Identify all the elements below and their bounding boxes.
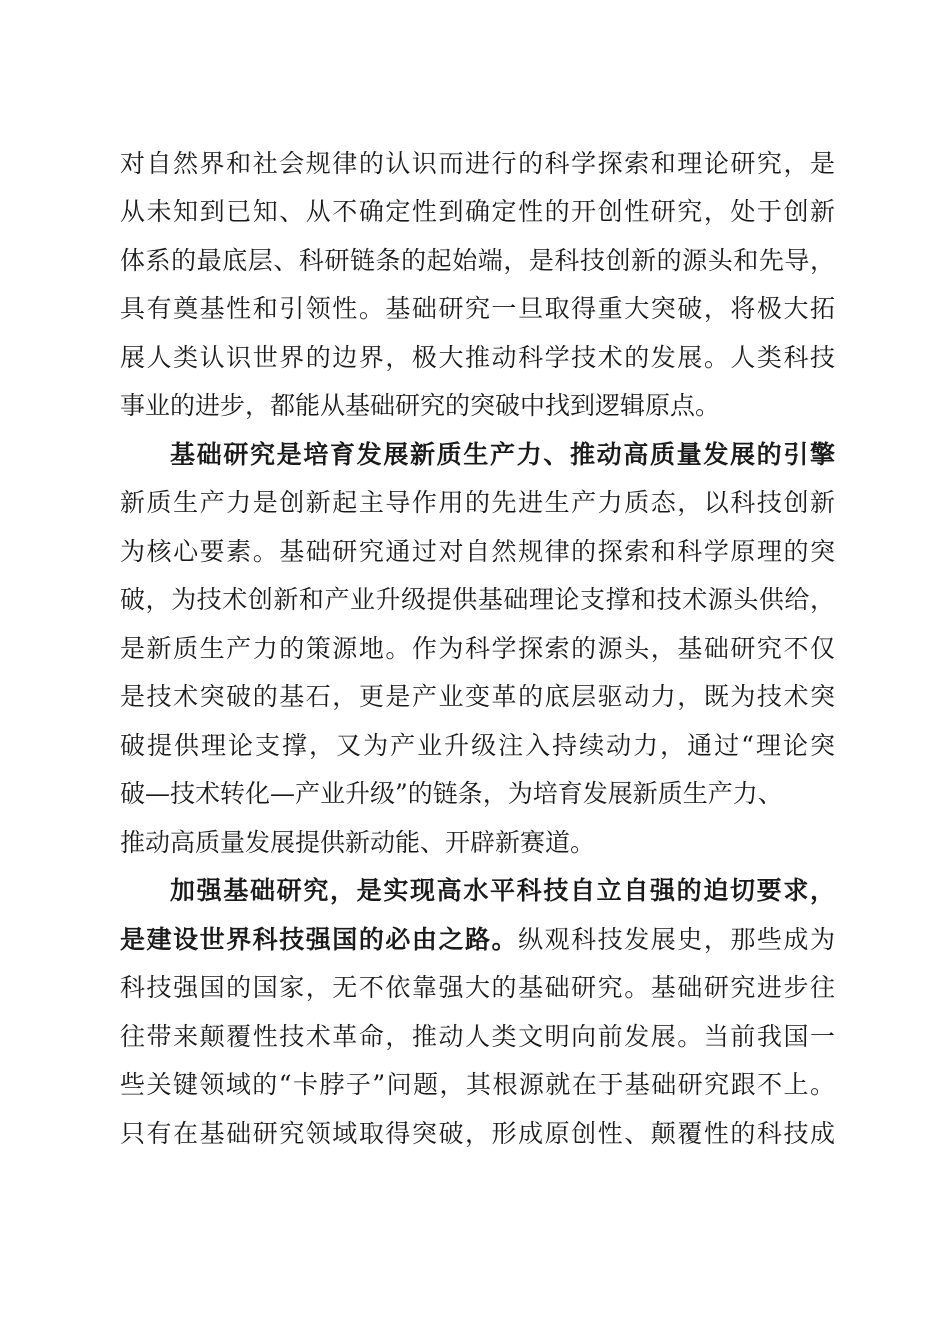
paragraph-2-line-6: 破提供理论支撑，又为产业升级注入持续动力，通过“理论突 bbox=[120, 731, 835, 760]
paragraph-3-line-2: 科技强国的国家，无不依靠强大的基础研究。基础研究进步往 bbox=[120, 973, 835, 1002]
section-heading-2: 基础研究是培育发展新质生产力、推动高质量发展的引擎 bbox=[170, 440, 835, 469]
paragraph-2-line-7: 破—技术转化—产业升级”的链条，为培育发展新质生产力、 bbox=[120, 779, 783, 808]
section-heading-3-continuation: 是建设世界科技强国的必由之路。 bbox=[120, 925, 519, 954]
paragraph-3-line-5: 只有在基础研究领域取得突破，形成原创性、颠覆性的科技成 bbox=[120, 1119, 835, 1148]
paragraph-3-line-1-text: 纵观科技发展史，那些成为 bbox=[518, 925, 835, 954]
section-heading-3: 加强基础研究，是实现高水平科技自立自强的迫切要求， bbox=[170, 876, 835, 905]
paragraph-3-line-1 bbox=[120, 920, 835, 960]
paragraph-1-line-5: 展人类认识世界的边界，极大推动科学技术的发展。人类科技 bbox=[120, 343, 835, 372]
paragraph-1-line-4: 具有奠基性和引领性。基础研究一旦取得重大突破，将极大拓 bbox=[120, 294, 835, 323]
paragraph-1-line-6: 事业的进步，都能从基础研究的突破中找到逻辑原点。 bbox=[120, 391, 721, 420]
paragraph-2-line-5: 是技术突破的基石，更是产业变革的底层驱动力，既为技术突 bbox=[120, 682, 835, 711]
paragraph-2-line-1: 新质生产力是创新起主导作用的先进生产力质态，以科技创新 bbox=[120, 488, 835, 517]
paragraph-2-line-3: 破，为技术创新和产业升级提供基础理论支撑和技术源头供给， bbox=[120, 585, 835, 614]
paragraph-2-line-4: 是新质生产力的策源地。作为科学探索的源头，基础研究不仅 bbox=[120, 634, 835, 663]
paragraph-2-line-8: 推动高质量发展提供新动能、开辟新赛道。 bbox=[120, 828, 596, 857]
paragraph-3-line-3: 往带来颠覆性技术革命，推动人类文明向前发展。当前我国一 bbox=[120, 1022, 835, 1051]
paragraph-1-line-1: 对自然界和社会规律的认识而进行的科学探索和理论研究，是 bbox=[120, 149, 835, 178]
paragraph-1-line-3: 体系的最底层、科研链条的起始端，是科技创新的源头和先导， bbox=[120, 246, 835, 275]
paragraph-1-line-2: 从未知到已知、从不确定性到确定性的开创性研究，处于创新 bbox=[120, 197, 835, 226]
paragraph-2-line-2: 为核心要素。基础研究通过对自然规律的探索和科学原理的突 bbox=[120, 537, 835, 566]
paragraph-3-line-4: 些关键领域的“卡脖子”问题，其根源就在于基础研究跟不上。 bbox=[120, 1070, 835, 1099]
